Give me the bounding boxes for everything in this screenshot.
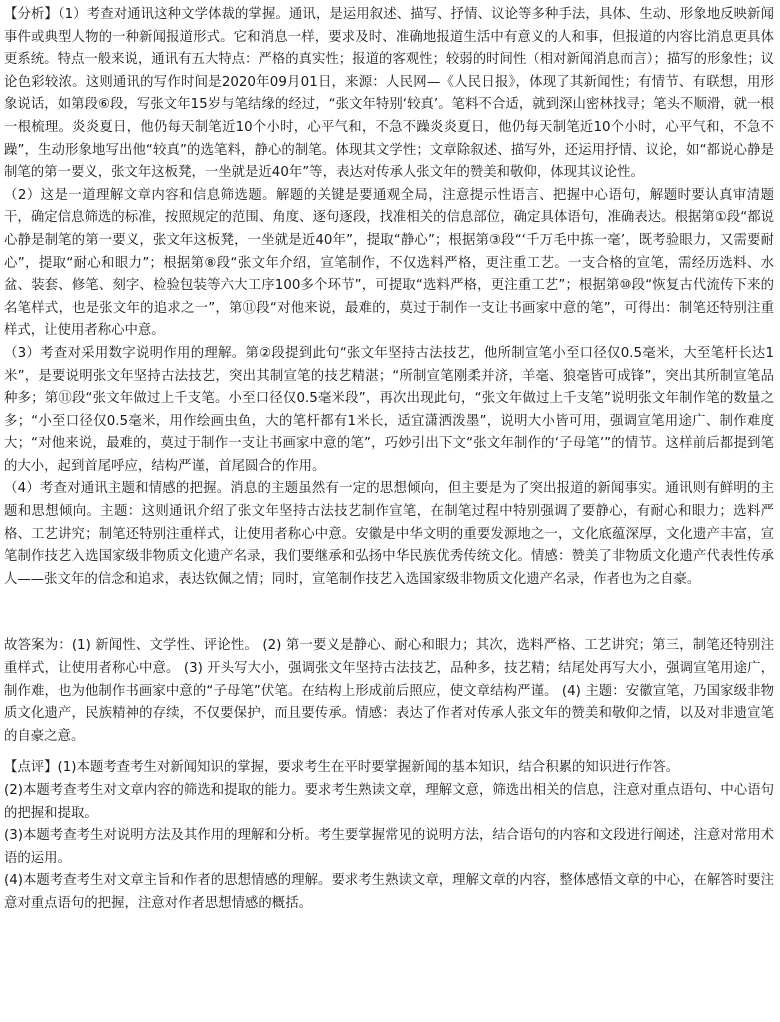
analysis-paragraph-3: （3）考查对采用数字说明作用的理解。第②段提到此句“张文年坚持古法技艺，他所制宣笔小至口径仅0.5毫米，大至笔杆长达1米”，是要说明张文年坚持古法技艺，突出其制宣笔的技艺精湛；“所制宣笔刚柔并济，羊毫、狼毫皆可成锋”，突出其所制宣笔品种多；第⑪段“张文年做过上千支笔。小至口径仅0.5毫米段”，再次出现此句，“张文年做过上千支笔”说明张文年制作笔的数量之多；“小至口径仅0.5毫米，用作绘画虫鱼，大的笔杆都有1米长，适宜潇洒泼墨”，说明大小皆可用，强调宣笔用途广、制作难度大；“对他来说，最难的，莫过于制作一支让书画家中意的笔”，巧妙引出下文“张文年制作的‘子母笔’”的情节。这样前后都提到笔的大小，起到首尾呼应，结构严谨，首尾圆合的作用。 bbox=[4, 345, 774, 474]
analysis-paragraph-1: 【分析】（1）考查对通讯这种文学体裁的掌握。通讯，是运用叙述、描写、抒情、议论等多种手法，具体、生动、形象地反映新闻事件或典型人物的一种新闻报道形式。它和消息一样，要求及时、准确地报道生活中有意义的人和事，但报道的内容比消息更具体更系统。特点一般来说，通讯有五大特点：严格的真实性；报道的客观性；较弱的时间性（相对新闻消息而言）；描写的形象性；议论色彩较浓。这则通讯的写作时间是2020年09月01日，来源：人民网—《人民日报》，体现了其新闻性；有情节、有联想，用形象说话，如第段⑥段，写张文年15岁与笔结缘的经过，“张文年特别‘较真’。笔料不合适，就到深山密林找寻；笔头不顺滑，就一根一根梳理。炎炎夏日，他仍每天制笔近10个小时，心平气和，不急不躁炎炎夏日，他仍每天制笔近10个小时，心平气和，不急不躁”，生动形象地写出他“较真”的选笔料，静心的制笔。体现其文学性；文章除叙述、描写外，还运用抒情、议论，如“都说心静是制笔的第一要义，张文年这板凳，一坐就是近40年”等，表达对传承人张文年的赞美和敬仰，体现其议论性。 bbox=[4, 7, 774, 181]
comment-paragraph-2: (2)本题考查考生对文章内容的筛选和提取的能力。要求考生熟读文章，理解文意，筛选出相关的信息，注意对重点语句、中心语句的把握和提取。 bbox=[4, 783, 774, 821]
comment-paragraph-4: (4)本题考查考生对文章主旨和作者的思想情感的理解。要求考生熟读文章，理解文章的内容，整体感悟文章的中心，在解答时要注意对重点语句的把握，注意对作者思想情感的概括。 bbox=[4, 873, 774, 911]
answer-paragraph: 故答案为：(1) 新闻性、文学性、评论性。 (2) 第一要义是静心、耐心和眼力；其次，选料严格、工艺讲究；第三，制笔还特别注重样式，让使用者称心中意。 (3) 开头写大小，强调张文年坚持古法技艺，品种多，技艺精；结尾处再写大小，强调宣笔用途广，制作难，也为他制作书画家中意的“子母笔”伏笔。在结构上形成前后照应，使文章结构严谨。 (4) 主题：安徽宣笔，乃国家级非物质文化遗产，民族精神的存续，不仅要保护，而且要传承。情感：表达了作者对传承人张文年的赞美和敬仰之情，以及对非遗宣笔的自豪之意。 bbox=[4, 638, 774, 744]
spacer bbox=[4, 748, 774, 757]
comment-paragraph-1: 【点评】(1)本题考查考生对新闻知识的掌握，要求考生在平时要掌握新闻的基本知识，结合积累的知识进行作答。 bbox=[4, 760, 680, 776]
analysis-paragraph-2: （2）这是一道理解文章内容和信息筛选题。解题的关键是要通观全局，注意提示性语言、把握中心语句，解题时要认真审清题干，确定信息筛选的标准，按照规定的范围、角度、逐句逐段，找准相关的信息部位，确定具体语句，准确表达。根据第①段“都说心静是制笔的第一要义，张文年这板凳，一坐就是近40年”，提取“静心”；根据第③段“‘千万毛中拣一毫’，既考验眼力，又需要耐心”，提取“耐心和眼力”；根据第⑧段“张文年介绍，宣笔制作，不仅选料严格，更注重工艺。一支合格的宣笔，需经历选料、水盆、装套、修笔、刻字、检验包装等六大工序100多个环节”，可提取“选料严格，更注重工艺”；根据第⑩段“恢复古代流传下来的名笔样式，也是张文年的追求之一”，第⑪段“对他来说，最难的，莫过于制作一支让书画家中意的笔”，可得出：制笔还特别注重样式，让使用者称心中意。 bbox=[4, 187, 774, 339]
comment-paragraph-3: (3)本题考查考生对说明方法及其作用的理解和分析。考生要掌握常见的说明方法，结合语句的内容和文段进行阐述，注意对常用术语的运用。 bbox=[4, 828, 774, 866]
analysis-paragraph-4: （4）考查对通讯主题和情感的把握。消息的主题虽然有一定的思想倾向，但主要是为了突出报道的新闻事实。通讯则有鲜明的主题和思想倾向。主题：这则通讯介绍了张文年坚持古法技艺制作宣笔，在制笔过程中特别强调了要静心，有耐心和眼力；选料严格、工艺讲究；制笔还特别注重样式，让使用者称心中意。安徽是中华文明的重要发源地之一，文化底蕴深厚，文化遗产丰富，宣笔制作技艺入选国家级非物质文化遗产名录，我们要继承和弘扬中华民族优秀传统文化。情感：赞美了非物质文化遗产代表性传承人——张文年的信念和追求，表达钦佩之情；同时，宣笔制作技艺入选国家级非物质文化遗产名录，作者也为之自豪。 bbox=[4, 481, 774, 587]
spacer bbox=[4, 591, 774, 635]
